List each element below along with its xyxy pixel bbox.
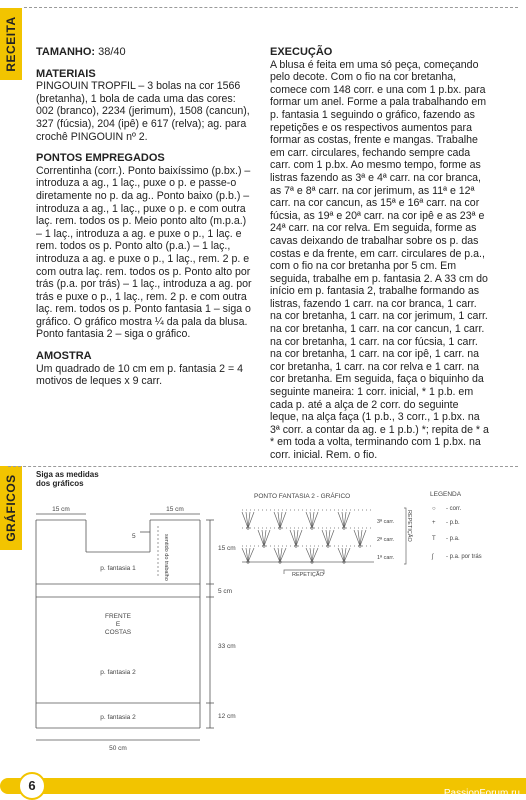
page-number: 6 (18, 772, 46, 800)
stitches-heading: PONTOS EMPREGADOS (36, 152, 165, 165)
size-line (36, 46, 252, 59)
legend-label-sc: - p.b. (446, 520, 460, 526)
size-label: TAMANHO: (36, 46, 96, 58)
dim-top-right: 15 cm (166, 506, 184, 513)
side-tab-receita (0, 8, 22, 80)
panel-fantasia-2b: p. fantasia 2 (100, 714, 136, 721)
left-column (36, 46, 252, 388)
dim-side-33: 33 cm (218, 643, 236, 650)
size-value: 38/40 (95, 46, 126, 58)
legend-label-bpdc: - p.a. por trás (446, 554, 482, 560)
body-label-1: FRENTE (105, 613, 131, 620)
execution-text: A blusa é feita em uma só peça, começando pelo decote. Com o fio na cor bretanha, comece com 148 corr. e una com 1 p.bx. para formar um anel. Forme a pala trabalhando em p. fantasia 1 seguindo o gráfico, fazendo as repetições e os respectivos aumentos para formar as costas, frente e mangas. Trabalhe em carr. circulares, fechando sempre cada carr. com 1 p.bx. Ao mesmo tempo, forme as listras fazendo as 3ª e 4ª carr. na cor branca, as 7ª e 8ª carr. na cor jerimum, as 11ª e 12ª carr. na cor cancun, as 15ª e 16ª carr. na cor fúcsia, as 19ª e 20ª carr. na cor ipê e as 23ª e 24ª carr. na cor relva. Em seguida, forme as cavas deixando de trabalhar sobre os p. das costas e da frente, em carr. circulares de p.a., com o fio na cor bretanha por 5 cm. Em seguida, trabalhe em p. fantasia 2. A 33 cm do início em p. fantasia 2, trabalhe formando as listras, fazendo 1 carr. na cor branca, 1 carr. na cor bretanha, 1 carr. na cor jerimum, 1 carr. na cor bretanha, 1 carr. na cor cancun, 1 carr. na cor bretanha, 1 carr. na cor fúcsia, 1 carr. na cor bretanha, 1 carr. na cor ipê, 1 carr. na cor bretanha, 1 carr. na cor relva e 1 carr. na cor bretanha. Em seguida, faça o biquinho da seguinte maneira: 1 corr. inicial, * 1 p.b. em cada p. até a alça de 2 corr. do seguinte leque, na alça faça (1 p.b., 3 corr., 1 p.bx. na 3ª corr. a contar da ag. e 1 p.b.) *; repita de * a * em toda a volta, terminando com 1 p.bx. na corr. inicial. Rem. o fio. (270, 58, 489, 461)
repeat-horizontal-label: REPETIÇÃO (292, 572, 324, 578)
materials-heading: MATERIAIS (36, 67, 96, 80)
caption-line-2: dos gráficos (36, 479, 84, 488)
legend-symbol-bpdc: ʃ (432, 554, 434, 560)
top-divider (24, 7, 518, 8)
repeat-vertical-label: REPETIÇÃO (406, 510, 412, 542)
dim-side-12: 12 cm (218, 713, 236, 720)
materials-text: PINGOUIN TROPFIL – 3 bolas na cor 1566 (bretanha), 1 bola de cada uma das cores: 002 (branco), 2234 (jerimum), 1508 (cancun), 327 (fúcsia), 204 (ipê) e 617 (relva); ag. para crochê PINGOUIN nº 2. (36, 80, 250, 143)
right-column (270, 46, 490, 462)
side-tab-graficos-label: GRÁFICOS (4, 474, 18, 542)
side-tab-receita-label: RECEITA (4, 16, 18, 72)
stitch-chart (234, 478, 524, 618)
garment-schematic (28, 478, 248, 756)
row-2-label: 2ª carr. (377, 537, 395, 543)
row-1-label: 1ª carr. (377, 555, 395, 561)
dim-top-left: 15 cm (52, 506, 70, 513)
work-direction-label: sentido do trabalho (163, 534, 169, 581)
dim-side-5: 5 cm (218, 588, 233, 595)
dim-side-15: 15 cm (218, 545, 236, 552)
body-label-3: COSTAS (104, 629, 132, 636)
dim-bottom-50: 50 cm (109, 745, 127, 752)
body-label-2: E (115, 621, 121, 628)
stitch-chart-title: PONTO FANTASIA 2 - GRÁFICO (254, 493, 351, 500)
graphics-divider (8, 466, 518, 467)
legend-symbol-sc: + (432, 520, 436, 526)
legend-label-chain: - corr. (446, 506, 462, 512)
sample-text: Um quadrado de 10 cm em p. fantasia 2 = 4 motivos de leques x 9 carr. (36, 362, 243, 388)
row-3-label: 3ª carr. (377, 519, 395, 525)
page-footer (0, 770, 526, 800)
panel-fantasia-2a: p. fantasia 2 (100, 669, 136, 676)
watermark: PassionForum.ru (443, 788, 520, 799)
execution-heading: EXECUÇÃO (270, 46, 333, 58)
legend-label-dc: - p.a. (446, 536, 460, 542)
legend-symbol-dc: T (432, 536, 436, 542)
panel-fantasia-1: p. fantasia 1 (100, 565, 136, 572)
footer-bar (0, 778, 526, 799)
stitches-text: Correntinha (corr.). Ponto baixíssimo (p.bx.) – introduza a ag., 1 laç., puxe o p. e passe-o diretamente no p. da ag.. Ponto baixo (p.b.) – introduza a ag., 1 laç., puxe o p. e com outra laç. rem. todos os p. Meio ponto alto (m.p.a.) – 1 laç., introduza a ag. e puxe o p., 1 laç. e rem. todos os p. Ponto alto (p.a.) – 1 laç., introduza a ag. e puxe o p., 1 laç., rem. 2 p. e com outra laç. rem. todos os p. Ponto alto por trás (p.a. por trás) – 1 laç., introduza a ag. por trás e puxe o p., 1 laç., rem. 2 p. e com outra laç. rem. todos os p. Ponto fantasia 1 – siga o gráfico. O gráfico mostra ¼ da pala da blusa. Ponto fantasia 2 – siga o gráfico. (36, 164, 252, 341)
dim-neck: 5 (132, 533, 136, 540)
caption-line-1: Siga as medidas (36, 470, 99, 479)
legend-symbol-chain: ○ (432, 506, 436, 512)
legend-title: LEGENDA (430, 491, 462, 498)
side-tab-graficos (0, 466, 22, 550)
sample-heading: AMOSTRA (36, 350, 92, 363)
